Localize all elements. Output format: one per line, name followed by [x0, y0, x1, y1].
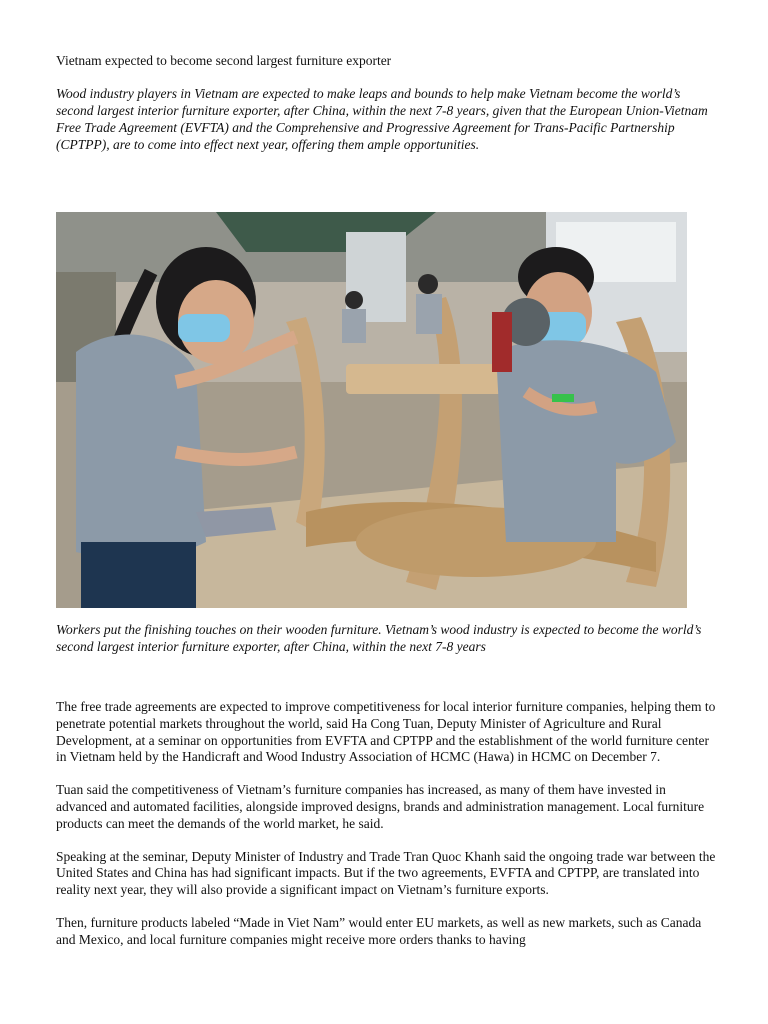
- photo-caption: Workers put the finishing touches on their wooden furniture. Vietnam’s wood industry is expected to become the world’s second largest interior furniture exporter, after China, within the next 7-8 years: [56, 622, 702, 654]
- body-paragraph: The free trade agreements are expected to improve competitiveness for local interior furniture companies, helping them to penetrate potential markets throughout the world, said Ha Cong Tuan, Deputy Minister of Agriculture and Rural Development, at a seminar on opportunities from EVFTA and CPTPP and the establishment of the world furniture center in Vietnam held by the Handicraft and Wood Industry Association of HCMC (Hawa) in HCMC on December 7.: [56, 699, 716, 765]
- factory-workers-photo: [56, 212, 687, 608]
- article-body: [56, 699, 716, 965]
- article-photo: [56, 212, 687, 608]
- body-paragraph: Speaking at the seminar, Deputy Minister of Industry and Trade Tran Quoc Khanh said the ongoing trade war between the United States and China has had significant impacts. But if the two agreements, EVFTA and CPTPP, are translated into reality next year, they will also provide a significant impact on Vietnam’s furniture exports.: [56, 848, 716, 898]
- body-paragraph: Then, furniture products labeled “Made in Viet Nam” would enter EU markets, as well as new markets, such as Canada and Mexico, and local furniture companies might receive more orders thanks to having: [56, 914, 702, 947]
- article-lede: Wood industry players in Vietnam are expected to make leaps and bounds to help make Vietnam become the world’s second largest interior furniture exporter, after China, within the next 7-8 years, given that the European Union-Vietnam Free Trade Agreement (EVFTA) and the Comprehensive and Progressive Agreement for Trans-Pacific Partnership (CPTPP), are to come into effect next year, offering them ample opportunities.: [56, 86, 708, 152]
- body-paragraph: Tuan said the competitiveness of Vietnam’s furniture companies has increased, as many of them have invested in advanced and automated facilities, alongside improved designs, brands and administration management. Local furniture products can meet the demands of the world market, he said.: [56, 782, 705, 831]
- article-header: [56, 52, 716, 153]
- article-title: Vietnam expected to become second largest furniture exporter: [56, 53, 392, 68]
